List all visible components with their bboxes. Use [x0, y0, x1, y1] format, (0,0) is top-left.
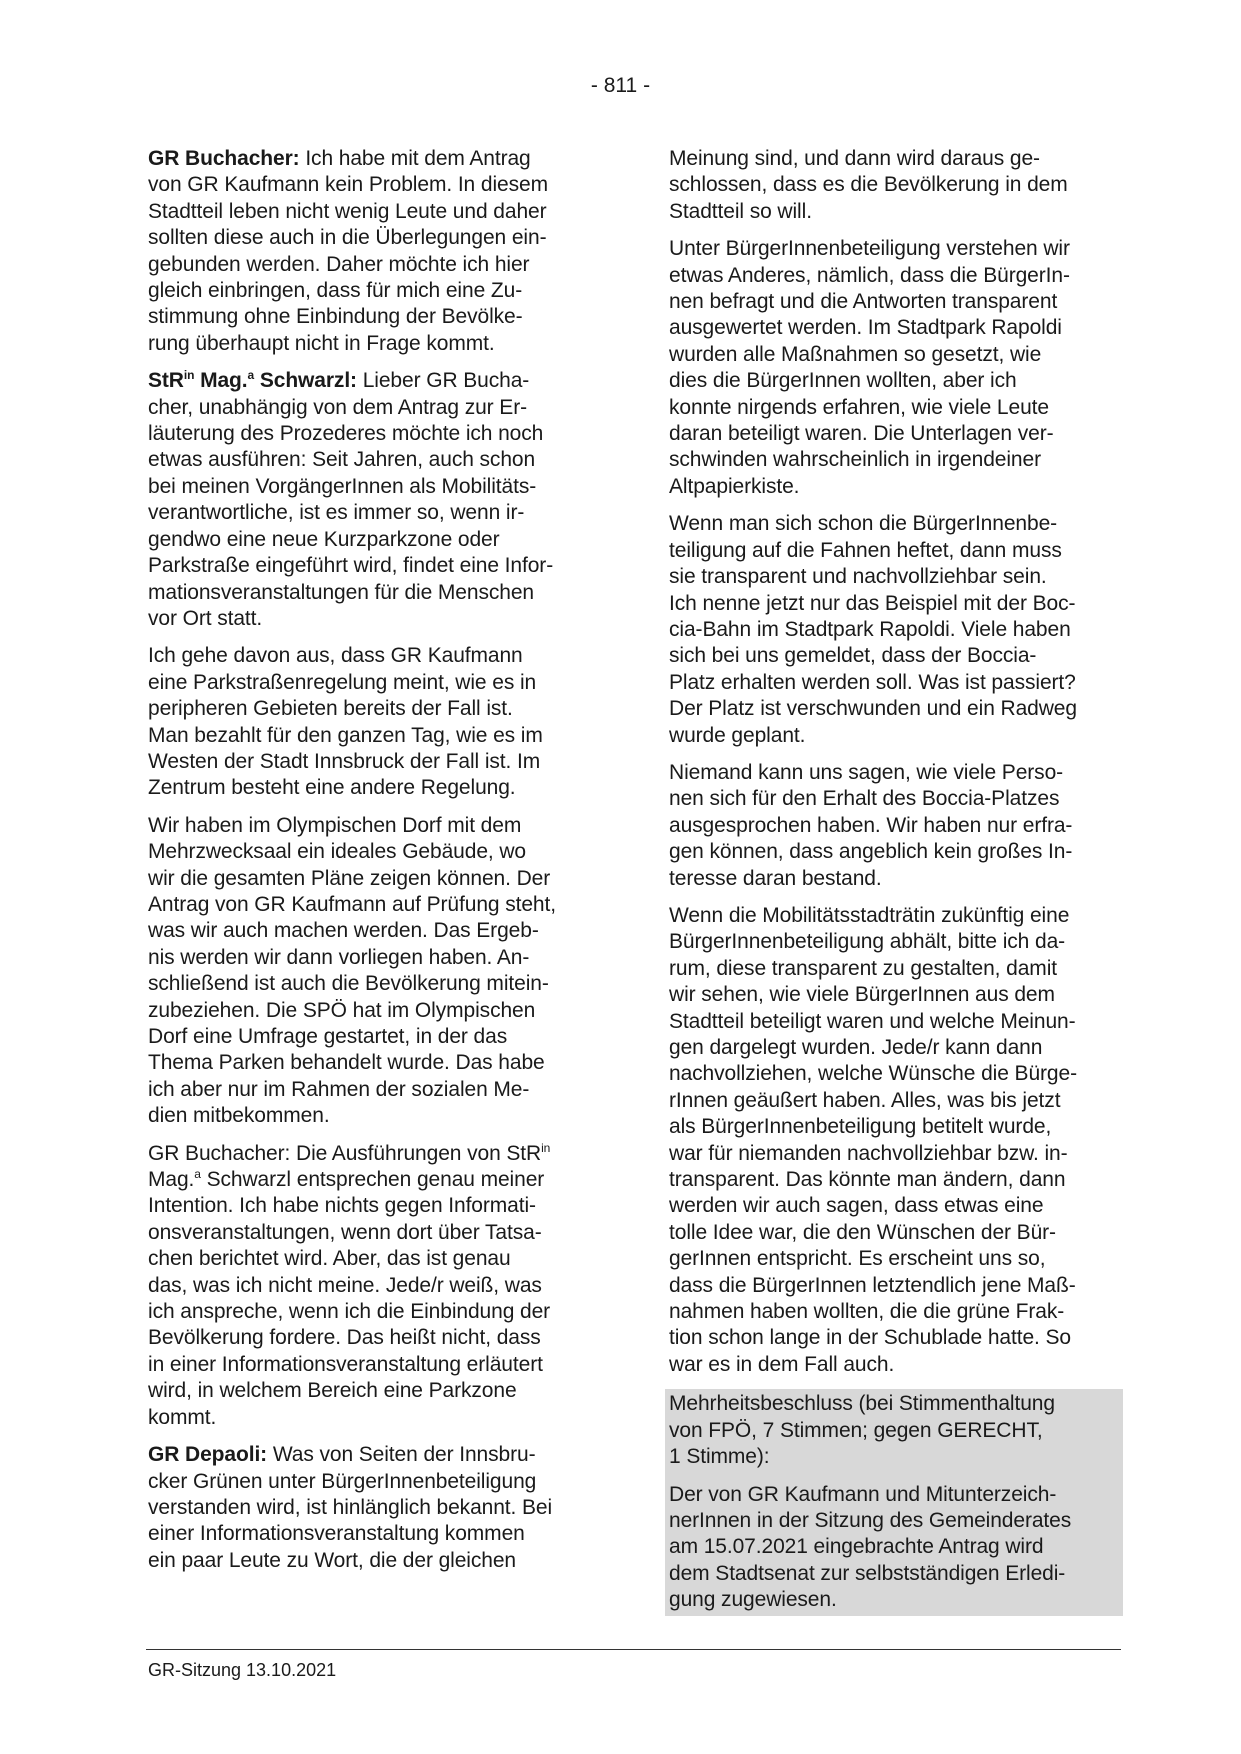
- vote-result: Mehrheitsbeschluss (bei Stimmenthaltung von FPÖ, 7 Stimmen; gegen GERECHT, 1 Stimme):: [669, 1392, 1055, 1469]
- paragraph-niemand: Niemand kann uns sagen, wie viele Perso- nen sich für den Erhalt des Boccia-Platzes ausgesprochen haben. Wir haben nur erfra- gen können, dass angeblich kein großes In- teresse daran bestand.: [669, 760, 1073, 890]
- paragraph-mobilitaetsstadtraetin: Wenn die Mobilitätsstadträtin zukünftig eine BürgerInnenbeteiligung abhält, bitte ich da- rum, diese transparent zu gestalten, damit wir sehen, wie viele BürgerInnen aus dem Stadtteil beteiligt waren und welche Meinun- gen dargelegt wurden. Jede/r kann dann nachvollziehen, welche Wünsche die Bürge- rInnen geäußert haben. Alles, was bis jetzt als BürgerInnenbeteiligung betitelt wurde, war für niemanden nachvollziehbar bzw. in- transparent. Das könnte man ändern, dann werden wir auch sagen, dass etwas eine tolle Idee war, die den Wünschen der Bür- gerInnen entspricht. Es erscheint uns so, dass die BürgerInnen letztendlich jene Maß- nahmen haben wollten, die die grüne Frak- tion schon lange in der Schublade hatte. So war es in dem Fall auch.: [669, 903, 1077, 1376]
- left-column: [148, 146, 595, 1585]
- right-column: [669, 146, 1119, 1616]
- speaker-name: StR$^{in}$ Mag.$^a$ Schwarzl:: [148, 368, 357, 393]
- paragraph-buchacher-2: GR Buchacher: Die Ausführungen von StR$^{in}$ Mag.$^a$ Schwarzl entsprechen genau meiner Intention. Ich habe nichts gegen Informati- onsveranstaltungen, wenn dort über Tatsa- chen berichtet wird. Aber, das ist genau das, was ich nicht meine. Jede/r weiß, was ich anspreche, wenn ich die Einbindung der Bevölkerung fordere. Das heißt nicht, dass in einer Informationsveranstaltung erläutert wird, in welchem Bereich eine Parkzone kommt.: [148, 1140, 551, 1429]
- paragraph-buergerbeteiligung: Unter BürgerInnenbeteiligung verstehen wir etwas Anderes, nämlich, dass die BürgerIn- nen befragt und die Antworten transparent ausgewertet werden. Im Stadtpark Rapoldi wurden alle Maßnahmen so gesetzt, wie dies die BürgerInnen wollten, aber ich konnte nirgends erfahren, wie viele Leute daran beteiligt waren. Die Unterlagen ver- schwinden wahrscheinlich in irgendeiner Altpapierkiste.: [669, 237, 1070, 498]
- footer-session-date: GR-Sitzung 13.10.2021: [148, 1660, 337, 1680]
- paragraph-parkstrassen: Ich gehe davon aus, dass GR Kaufmann eine Parkstraßenregelung meint, wie es in peripheren Gebieten bereits der Fall ist. Man bezahlt für den ganzen Tag, wie es im Westen der Stadt Innsbruck der Fall ist. Im Zentrum besteht eine andere Regelung.: [148, 644, 543, 800]
- paragraph-boccia: Wenn man sich schon die BürgerInnenbe- teiligung auf die Fahnen heftet, dann muss sie transparent und nachvollziehbar sein. Ich nenne jetzt nur das Beispiel mit der Boc- cia-Bahn im Stadtpark Rapoldi. Viele haben sich bei uns gemeldet, dass der Boccia- Platz erhalten werden soll. Was ist passiert? Der Platz ist verschwunden und ein Radweg wurde geplant.: [669, 512, 1077, 747]
- paragraph-depaoli: GR Depaoli: Was von Seiten der Innsbru- cker Grünen unter BürgerInnenbeteiligung verstanden wird, ist hinlänglich bekannt. Bei einer Informationsveranstaltung kommen ein paar Leute zu Wort, die der gleichen: [148, 1443, 553, 1572]
- paragraph-olympisches-dorf: Wir haben im Olympischen Dorf mit dem Mehrzwecksaal ein ideales Gebäude, wo wir die gesamten Pläne zeigen können. Der Antrag von GR Kaufmann auf Prüfung steht, was wir auch machen werden. Das Ergeb- nis werden wir dann vorliegen haben. An- schließend ist auch die Bevölkerung mitein- zubeziehen. Die SPÖ hat im Olympischen Dorf eine Umfrage gestartet, in der das Thema Parken behandelt wurde. Das habe ich aber nur im Rahmen der sozialen Me- dien mitbekommen.: [148, 813, 556, 1128]
- decision-text: Der von GR Kaufmann und Mitunterzeich- nerInnen in der Sitzung des Gemeinderates am 15.07.2021 eingebrachte Antrag wird dem Stadtsenat zur selbstständigen Erledi- gung zugewiesen.: [669, 1482, 1072, 1612]
- speaker-name: GR Buchacher:: [148, 147, 300, 170]
- speaker-name: GR Depaoli:: [148, 1443, 268, 1467]
- page-number: - 811 -: [590, 74, 651, 97]
- paragraph-meinung: Meinung sind, und dann wird daraus ge- schlossen, dass es die Bevölkerung in dem Stadtteil so will.: [669, 147, 1068, 223]
- footer-divider: [146, 1649, 1121, 1650]
- paragraph-schwarzl: StR$^{in}$ Mag.$^a$ Schwarzl: Lieber GR Bucha- cher, unabhängig von dem Antrag zur Er- läuterung des Prozederes möchte ich noch etwas ausführen: Seit Jahren, auch schon bei meinen VorgängerInnen als Mobilitäts- verantwortliche, ist es immer so, wenn ir- gendwo eine neue Kurzparkzone oder Parkstraße eingeführt wird, findet eine Infor- mationsveranstaltungen für die Menschen vor Ort statt.: [148, 368, 554, 630]
- paragraph-buchacher-1: GR Buchacher: Ich habe mit dem Antrag von GR Kaufmann kein Problem. In diesem Stadtteil leben nicht wenig Leute und daher sollten diese auch in die Überlegungen ein- gebunden werden. Daher möchte ich hier gleich einbringen, dass für mich eine Zu- stimmung ohne Einbindung der Bevölke- rung überhaupt nicht in Frage kommt.: [148, 147, 548, 355]
- decision-box: [665, 1389, 1123, 1615]
